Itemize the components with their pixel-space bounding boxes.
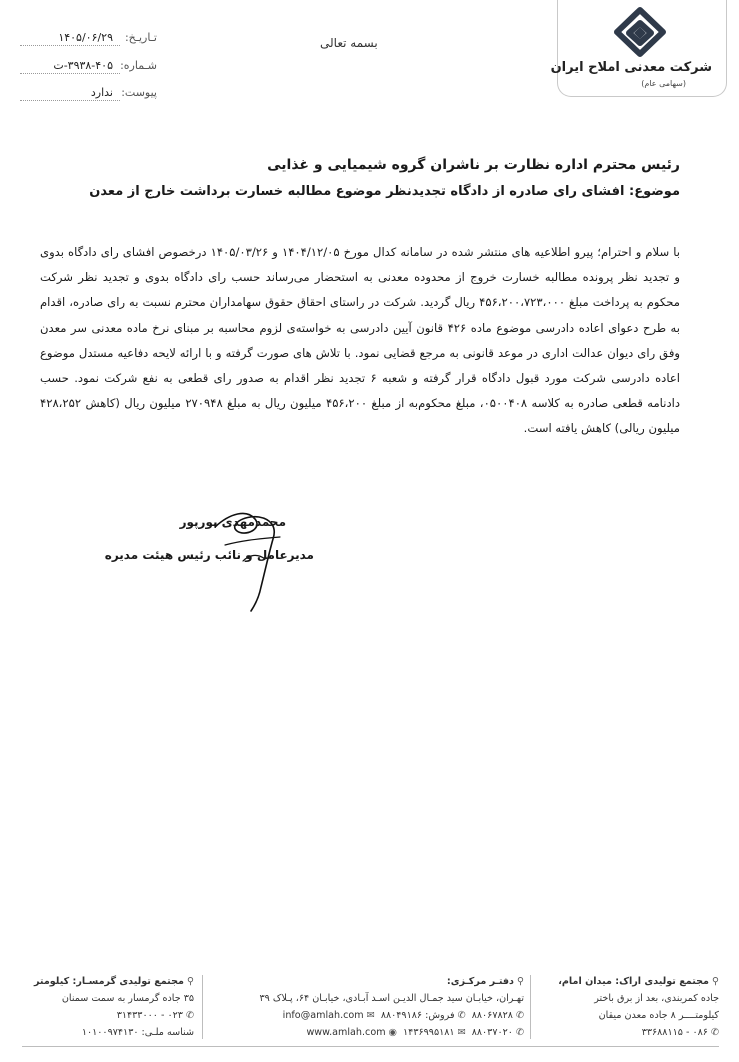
tehran-phone1: ۸۸۰۶۷۸۲۸ [471,1010,513,1021]
footer-divider [202,975,203,1039]
garmsar-address: ۳۵ جاده گرمسار به سمت سمنان [61,993,194,1004]
phone-icon: ✆ [515,1010,524,1021]
tehran-sales: فروش: ۸۸۰۴۹۱۸۶ [380,1010,455,1021]
company-logo-icon [611,5,669,63]
tehran-postal: ۱۴۳۶۹۹۵۱۸۱ [403,1027,455,1038]
phone-icon: ✆ [457,1010,466,1021]
handwritten-signature [185,475,305,615]
footer-arak [544,973,719,1041]
arak-address-line3: کیلومتــــر ۸ جاده معدن میقان [598,1010,719,1021]
email-icon: ✉ [366,1010,375,1021]
attachment-label: پیوست: [121,86,157,99]
number-value: ۳۹۳۸-۴۰۵-ت [53,59,113,72]
location-pin-icon: ⚲ [186,976,194,987]
number-label: شـماره: [120,59,157,72]
globe-icon: ◉ [388,1027,397,1038]
date-value: ۱۴۰۵/۰۶/۲۹ [58,31,113,44]
footer-bottom-rule [22,1046,719,1047]
fax-icon: ✆ [515,1027,524,1038]
footer-garmsar [22,973,194,1041]
date-label: تـاریـخ: [124,31,157,44]
location-pin-icon: ⚲ [516,976,524,987]
arak-title: مجتمع تولیدی اراک: میدان امام، [558,976,709,987]
garmsar-title: مجتمع تولیدی گرمسـار: کیلومتر [33,976,184,987]
company-type: (سهامی عام) [641,79,686,88]
signer-name: محمدمهدی بورپور [179,515,286,529]
arak-phone: ۰۸۶ - ۳۳۶۸۸۱۱۵ [641,1027,708,1038]
garmsar-national-id: شناسه ملـی: ۱۰۱۰۰۹۷۴۱۳۰ [81,1027,194,1038]
attachment-dotted-line [20,100,120,101]
number-row [20,59,165,77]
location-pin-icon: ⚲ [711,976,719,987]
letterhead-footer [22,973,719,1051]
footer-tehran [224,973,524,1041]
letter-body: با سلام و احترام؛ پیرو اطلاعیه های منتشر شده در سامانه کدال مورخ ۱۴۰۴/۱۲/۰۵ و ۱۴۰۵/۰۳/۲۶ درخصوص افشای رای دادگاه بدوی و تجدید نظر پرونده مطالبه خسارت خروج از محدوده معدنی به استحضار می‌رساند حسب رای دادگاه بدوی و تجدید نظر شرکت محکوم به پرداخت مبلغ ۴۵۶،۲۰۰،۷۲۳،۰۰۰ ریال گردید. شرکت در راستای احقاق حقوق سهامداران محترم نسبت به رای صادره، اقدام به طرح دعوای اعاده دادرسی موضوع ماده ۴۲۶ قانون آیین دادرسی به خواسته‌ی لزوم محاسبه بر مبنای نرخ ماده معدنی سر معدن وفق رای دیوان عدالت اداری در موعد قانونی به مرجع قضایی نمود. با تلاش های صورت گرفته و با ارائه لایحه دفاعیه مستدل موضوع اعاده دادرسی شرکت مورد قبول دادگاه قرار گرفته و شعبه ۶ تجدید نظر اقدام به صدور رای قطعی به نفع شرکت نمود. حسب دادنامه قطعی صادره به کلاسه ۰۵۰۰۴۰۸، مبلغ محکوم‌به از مبلغ ۴۵۶،۲۰۰ میلیون ریال به مبلغ ۲۷۰۹۴۸ میلیون ریال (کاهش ۴۲۸،۲۵۲ میلیون ریالی) کاهش یافته است. [40,245,681,436]
recipient-line: رئیس محترم اداره نظارت بر ناشران گروه شیمیایی و غذایی [267,157,680,173]
tehran-title: دفتـر مرکـزی: [446,976,514,987]
subject-line: موضوع: افشای رای صادره از دادگاه تجدیدنظر موضوع مطالبه خسارت برداشت خارج از معدن [89,184,680,199]
number-dotted-line [20,73,120,74]
tehran-email: info@amlah.com [282,1010,364,1021]
tehran-phone2: ۸۸۰۳۷۰۲۰ [471,1027,513,1038]
tehran-address: تهـران، خیابـان سید جمـال الدیـن اسـد آبـادی، خیابـان ۶۴، پـلاک ۳۹ [259,993,524,1004]
phone-icon: ✆ [710,1027,719,1038]
signer-title: مدیرعامل و نائب رئیس هیئت مدیره [104,548,314,562]
phone-icon: ✆ [185,1010,194,1021]
arak-address-line2: جاده کمربندی، بعد از برق باختر [594,993,719,1004]
date-row [20,31,165,49]
mailbox-icon: ✉ [457,1027,466,1038]
footer-divider [530,975,531,1039]
tehran-web: www.amlah.com [306,1027,386,1038]
attachment-row [20,86,165,104]
attachment-value: ندارد [90,86,113,99]
company-name: شرکت معدنی املاح ایران [550,60,712,75]
basmala: بسمه تعالی [320,36,378,50]
date-dotted-line [20,45,120,46]
company-logo-box [550,0,727,97]
garmsar-phone: ۰۲۳ - ۳۱۴۳۳۰۰۰ [116,1010,183,1021]
